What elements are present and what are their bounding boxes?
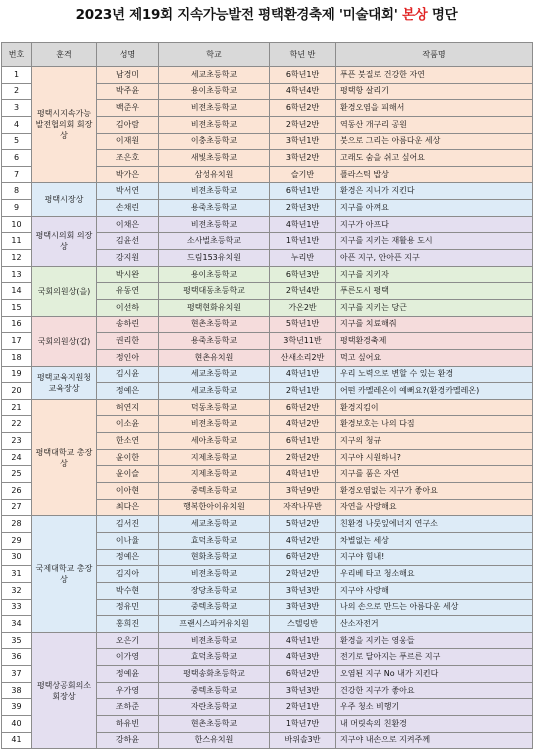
work-title-cell: 환경오염없는 지구가 좋아요 (336, 483, 533, 500)
award-cell: 평택시지속가능발전협의회 회장상 (32, 67, 97, 183)
grade-class-cell: 3학년3반 (270, 599, 336, 616)
name-cell: 이가영 (97, 649, 159, 666)
work-title-cell: 친환경 나뭇잎에너지 연구소 (336, 516, 533, 533)
work-title-cell: 붓으로 그리는 아름다운 세상 (336, 133, 533, 150)
work-title-cell: 산소자전거 (336, 616, 533, 633)
school-cell: 삼성유치원 (159, 166, 270, 183)
grade-class-cell: 3학년2반 (270, 150, 336, 167)
school-cell: 비전초등학교 (159, 216, 270, 233)
number-cell: 25 (2, 466, 32, 483)
work-title-cell: 지구를 지키자 (336, 266, 533, 283)
name-cell: 남경미 (97, 67, 159, 84)
number-cell: 40 (2, 715, 32, 732)
name-cell: 백준우 (97, 100, 159, 117)
name-cell: 우가영 (97, 682, 159, 699)
school-cell: 용이초등학교 (159, 83, 270, 100)
grade-class-cell: 1학년1반 (270, 233, 336, 250)
grade-class-cell: 3학년1반 (270, 133, 336, 150)
name-cell: 강하윤 (97, 732, 159, 749)
school-cell: 평택현화유치원 (159, 299, 270, 316)
school-cell: 드림153유치원 (159, 250, 270, 267)
table-row (2, 516, 533, 533)
school-cell: 비전초등학교 (159, 566, 270, 583)
name-cell: 박가은 (97, 166, 159, 183)
name-cell: 정예은 (97, 383, 159, 400)
grade-class-cell: 6학년1반 (270, 183, 336, 200)
name-cell: 김아람 (97, 116, 159, 133)
grade-class-cell: 6학년1반 (270, 433, 336, 450)
number-cell: 7 (2, 166, 32, 183)
grade-class-cell: 2학년4반 (270, 283, 336, 300)
name-cell: 박시완 (97, 266, 159, 283)
school-cell: 평택대동초등학교 (159, 283, 270, 300)
school-cell: 세교초등학교 (159, 67, 270, 84)
name-cell: 김시윤 (97, 366, 159, 383)
number-cell: 5 (2, 133, 32, 150)
col-header-grade-class: 학년 반 (270, 43, 336, 67)
grade-class-cell: 4학년1반 (270, 632, 336, 649)
name-cell: 조하준 (97, 699, 159, 716)
number-cell: 38 (2, 682, 32, 699)
work-title-cell: 지구의 청규 (336, 433, 533, 450)
number-cell: 10 (2, 216, 32, 233)
grade-class-cell: 4학년1반 (270, 216, 336, 233)
name-cell: 강지원 (97, 250, 159, 267)
name-cell: 권리한 (97, 333, 159, 350)
title-highlight: 본상 (401, 7, 428, 23)
school-cell: 현촌초등학교 (159, 316, 270, 333)
work-title-cell: 나의 손으로 만드는 아름다운 세상 (336, 599, 533, 616)
work-title-cell: 지구를 치료해줘 (336, 316, 533, 333)
work-title-cell: 고래도 숨을 쉬고 싶어요 (336, 150, 533, 167)
grade-class-cell: 4학년2반 (270, 532, 336, 549)
work-title-cell: 차별없는 세상 (336, 532, 533, 549)
grade-class-cell: 3학년3반 (270, 582, 336, 599)
award-cell: 국제대학교 총장상 (32, 516, 97, 632)
work-title-cell: 푸픈 붓질로 건강한 자연 (336, 67, 533, 84)
number-cell: 39 (2, 699, 32, 716)
grade-class-cell: 3학년11반 (270, 333, 336, 350)
work-title-cell: 환경오염을 피해서 (336, 100, 533, 117)
table-row (2, 216, 533, 233)
school-cell: 지제초등학교 (159, 449, 270, 466)
name-cell: 박수현 (97, 582, 159, 599)
award-cell: 평택시의회 의장상 (32, 216, 97, 266)
school-cell: 행복한아이유치원 (159, 499, 270, 516)
title-prefix: 2023년 제19회 지속가능발전 평택환경축제 '미술대회' (75, 7, 398, 23)
school-cell: 중텍초등학교 (159, 599, 270, 616)
name-cell: 이선하 (97, 299, 159, 316)
grade-class-cell: 4학년2반 (270, 416, 336, 433)
school-cell: 덕동초등학교 (159, 399, 270, 416)
school-cell: 용죽초등학교 (159, 200, 270, 217)
name-cell: 홍희진 (97, 616, 159, 633)
work-title-cell: 지구야 내손으로 지켜주께 (336, 732, 533, 749)
school-cell: 현촌초등학교 (159, 715, 270, 732)
number-cell: 30 (2, 549, 32, 566)
school-cell: 비전초등학교 (159, 416, 270, 433)
award-cell: 평택상공회의소 회장상 (32, 632, 97, 748)
work-title-cell: 역동산 개구리 공원 (336, 116, 533, 133)
table-body (2, 67, 533, 749)
name-cell: 정예은 (97, 549, 159, 566)
name-cell: 윤이슬 (97, 466, 159, 483)
school-cell: 자란초등학교 (159, 699, 270, 716)
work-title-cell: 아픈 지구, 안아픈 지구 (336, 250, 533, 267)
number-cell: 9 (2, 200, 32, 217)
name-cell: 이나율 (97, 532, 159, 549)
work-title-cell: 전기로 달아지는 푸르른 지구 (336, 649, 533, 666)
number-cell: 11 (2, 233, 32, 250)
header-row (2, 43, 533, 67)
grade-class-cell: 2학년2반 (270, 449, 336, 466)
grade-class-cell: 6학년2반 (270, 549, 336, 566)
grade-class-cell: 자작나무반 (270, 499, 336, 516)
name-cell: 손채린 (97, 200, 159, 217)
award-cell: 국회의원상(갑) (32, 316, 97, 366)
number-cell: 3 (2, 100, 32, 117)
number-cell: 34 (2, 616, 32, 633)
number-cell: 4 (2, 116, 32, 133)
number-cell: 2 (2, 83, 32, 100)
school-cell: 세교초등학교 (159, 516, 270, 533)
school-cell: 효덕초등학교 (159, 649, 270, 666)
school-cell: 한스유치원 (159, 732, 270, 749)
grade-class-cell: 6학년3반 (270, 266, 336, 283)
award-cell: 평택시장상 (32, 183, 97, 216)
work-title-cell: 우리 노력으로 변할 수 있는 환경 (336, 366, 533, 383)
grade-class-cell: 3학년9반 (270, 483, 336, 500)
number-cell: 6 (2, 150, 32, 167)
number-cell: 12 (2, 250, 32, 267)
name-cell: 이아현 (97, 483, 159, 500)
work-title-cell: 평택환경축제 (336, 333, 533, 350)
number-cell: 1 (2, 67, 32, 84)
work-title-cell: 건강한 지구가 좋아요 (336, 682, 533, 699)
work-title-cell: 환경은 지니가 지킨다 (336, 183, 533, 200)
number-cell: 35 (2, 632, 32, 649)
name-cell: 김서진 (97, 516, 159, 533)
col-header-school: 학교 (159, 43, 270, 67)
work-title-cell: 평택항 살리기 (336, 83, 533, 100)
grade-class-cell: 가온2반 (270, 299, 336, 316)
grade-class-cell: 4학년4반 (270, 83, 336, 100)
number-cell: 13 (2, 266, 32, 283)
award-cell: 평택대학교 총장상 (32, 399, 97, 515)
name-cell: 이채은 (97, 216, 159, 233)
grade-class-cell: 2학년2반 (270, 116, 336, 133)
work-title-cell: 플라스틱 밥상 (336, 166, 533, 183)
work-title-cell: 지구를 아껴요 (336, 200, 533, 217)
col-header-name: 성명 (97, 43, 159, 67)
number-cell: 16 (2, 316, 32, 333)
work-title-cell: 먹고 싶어요 (336, 349, 533, 366)
grade-class-cell: 슬기반 (270, 166, 336, 183)
number-cell: 29 (2, 532, 32, 549)
name-cell: 정예윤 (97, 666, 159, 683)
name-cell: 윤이한 (97, 449, 159, 466)
name-cell: 하유빈 (97, 715, 159, 732)
grade-class-cell: 6학년2반 (270, 399, 336, 416)
work-title-cell: 우주 청소 비행기 (336, 699, 533, 716)
table-row (2, 266, 533, 283)
school-cell: 비전초등학교 (159, 183, 270, 200)
number-cell: 23 (2, 433, 32, 450)
name-cell: 최다은 (97, 499, 159, 516)
number-cell: 18 (2, 349, 32, 366)
grade-class-cell: 1학년7반 (270, 715, 336, 732)
grade-class-cell: 3학년3반 (270, 682, 336, 699)
name-cell: 허연지 (97, 399, 159, 416)
grade-class-cell: 누리반 (270, 250, 336, 267)
name-cell: 박주윤 (97, 83, 159, 100)
school-cell: 이충초등학교 (159, 133, 270, 150)
school-cell: 현촌유치원 (159, 349, 270, 366)
work-title-cell: 지구야 힘내! (336, 549, 533, 566)
school-cell: 평택송화초등학교 (159, 666, 270, 683)
work-title-cell: 지구를 품은 자연 (336, 466, 533, 483)
number-cell: 32 (2, 582, 32, 599)
school-cell: 현화초등학교 (159, 549, 270, 566)
work-title-cell: 환경지킴이 (336, 399, 533, 416)
grade-class-cell: 5학년1반 (270, 316, 336, 333)
name-cell: 김지아 (97, 566, 159, 583)
grade-class-cell: 4학년1반 (270, 366, 336, 383)
table-row (2, 366, 533, 383)
work-title-cell: 지구야 시원하니? (336, 449, 533, 466)
grade-class-cell: 2학년3반 (270, 200, 336, 217)
work-title-cell: 지구야 사랑해 (336, 582, 533, 599)
school-cell: 세아초등학교 (159, 433, 270, 450)
grade-class-cell: 2학년1반 (270, 383, 336, 400)
number-cell: 24 (2, 449, 32, 466)
work-title-cell: 환경보호는 나의 다짐 (336, 416, 533, 433)
number-cell: 31 (2, 566, 32, 583)
work-title-cell: 내 머릿속의 친환경 (336, 715, 533, 732)
col-header-work-title: 작품명 (336, 43, 533, 67)
number-cell: 27 (2, 499, 32, 516)
number-cell: 17 (2, 333, 32, 350)
work-title-cell: 우리베 타고 청소해요 (336, 566, 533, 583)
name-cell: 유동연 (97, 283, 159, 300)
name-cell: 조은호 (97, 150, 159, 167)
name-cell: 이소윤 (97, 416, 159, 433)
grade-class-cell: 산새소리2반 (270, 349, 336, 366)
school-cell: 효덕초등학교 (159, 532, 270, 549)
name-cell: 정유민 (97, 599, 159, 616)
school-cell: 비전초등학교 (159, 100, 270, 117)
number-cell: 28 (2, 516, 32, 533)
number-cell: 19 (2, 366, 32, 383)
grade-class-cell: 5학년2반 (270, 516, 336, 533)
number-cell: 37 (2, 666, 32, 683)
number-cell: 15 (2, 299, 32, 316)
award-cell: 국회의원상(을) (32, 266, 97, 316)
name-cell: 이재원 (97, 133, 159, 150)
col-header-award: 훈격 (32, 43, 97, 67)
school-cell: 비전초등학교 (159, 116, 270, 133)
table-row (2, 632, 533, 649)
table-row (2, 67, 533, 84)
work-title-cell: 오염된 지구 No 내가 지킨다 (336, 666, 533, 683)
school-cell: 중텍초등학교 (159, 483, 270, 500)
grade-class-cell: 6학년1반 (270, 67, 336, 84)
school-cell: 중텍초등학교 (159, 682, 270, 699)
school-cell: 프랜시스파커유치원 (159, 616, 270, 633)
grade-class-cell: 6학년2반 (270, 666, 336, 683)
grade-class-cell: 6학년2반 (270, 100, 336, 117)
award-list-table (1, 42, 533, 749)
school-cell: 세교초등학교 (159, 366, 270, 383)
table-row (2, 183, 533, 200)
name-cell: 한소연 (97, 433, 159, 450)
table-row (2, 316, 533, 333)
number-cell: 21 (2, 399, 32, 416)
work-title-cell: 푸른도시 평택 (336, 283, 533, 300)
school-cell: 장당초등학교 (159, 582, 270, 599)
name-cell: 송하린 (97, 316, 159, 333)
number-cell: 41 (2, 732, 32, 749)
name-cell: 정인아 (97, 349, 159, 366)
number-cell: 22 (2, 416, 32, 433)
school-cell: 세교초등학교 (159, 383, 270, 400)
name-cell: 박서연 (97, 183, 159, 200)
table-row (2, 399, 533, 416)
school-cell: 비전초등학교 (159, 632, 270, 649)
grade-class-cell: 바위솔3반 (270, 732, 336, 749)
grade-class-cell: 2학년1반 (270, 699, 336, 716)
work-title-cell: 자연을 사랑해요 (336, 499, 533, 516)
grade-class-cell: 스텔링반 (270, 616, 336, 633)
grade-class-cell: 4학년1반 (270, 466, 336, 483)
grade-class-cell: 2학년2반 (270, 566, 336, 583)
work-title-cell: 지구가 아프다 (336, 216, 533, 233)
school-cell: 지제초등학교 (159, 466, 270, 483)
work-title-cell: 지구를 지키는 재활용 도시 (336, 233, 533, 250)
number-cell: 33 (2, 599, 32, 616)
number-cell: 26 (2, 483, 32, 500)
name-cell: 오은기 (97, 632, 159, 649)
number-cell: 20 (2, 383, 32, 400)
work-title-cell: 지구를 지키는 당근 (336, 299, 533, 316)
number-cell: 36 (2, 649, 32, 666)
school-cell: 소사벌초등학교 (159, 233, 270, 250)
title-suffix: 명단 (431, 7, 458, 23)
number-cell: 8 (2, 183, 32, 200)
school-cell: 용이초등학교 (159, 266, 270, 283)
grade-class-cell: 4학년3반 (270, 649, 336, 666)
page-title (0, 0, 533, 36)
school-cell: 용죽초등학교 (159, 333, 270, 350)
col-header-number: 번호 (2, 43, 32, 67)
number-cell: 14 (2, 283, 32, 300)
name-cell: 김윤선 (97, 233, 159, 250)
work-title-cell: 환경을 지키는 영웅들 (336, 632, 533, 649)
award-cell: 평택교육지원청 교육장상 (32, 366, 97, 399)
school-cell: 새빛초등학교 (159, 150, 270, 167)
work-title-cell: 어떤 카멜레온이 예뻐요?(환경카멜레온) (336, 383, 533, 400)
